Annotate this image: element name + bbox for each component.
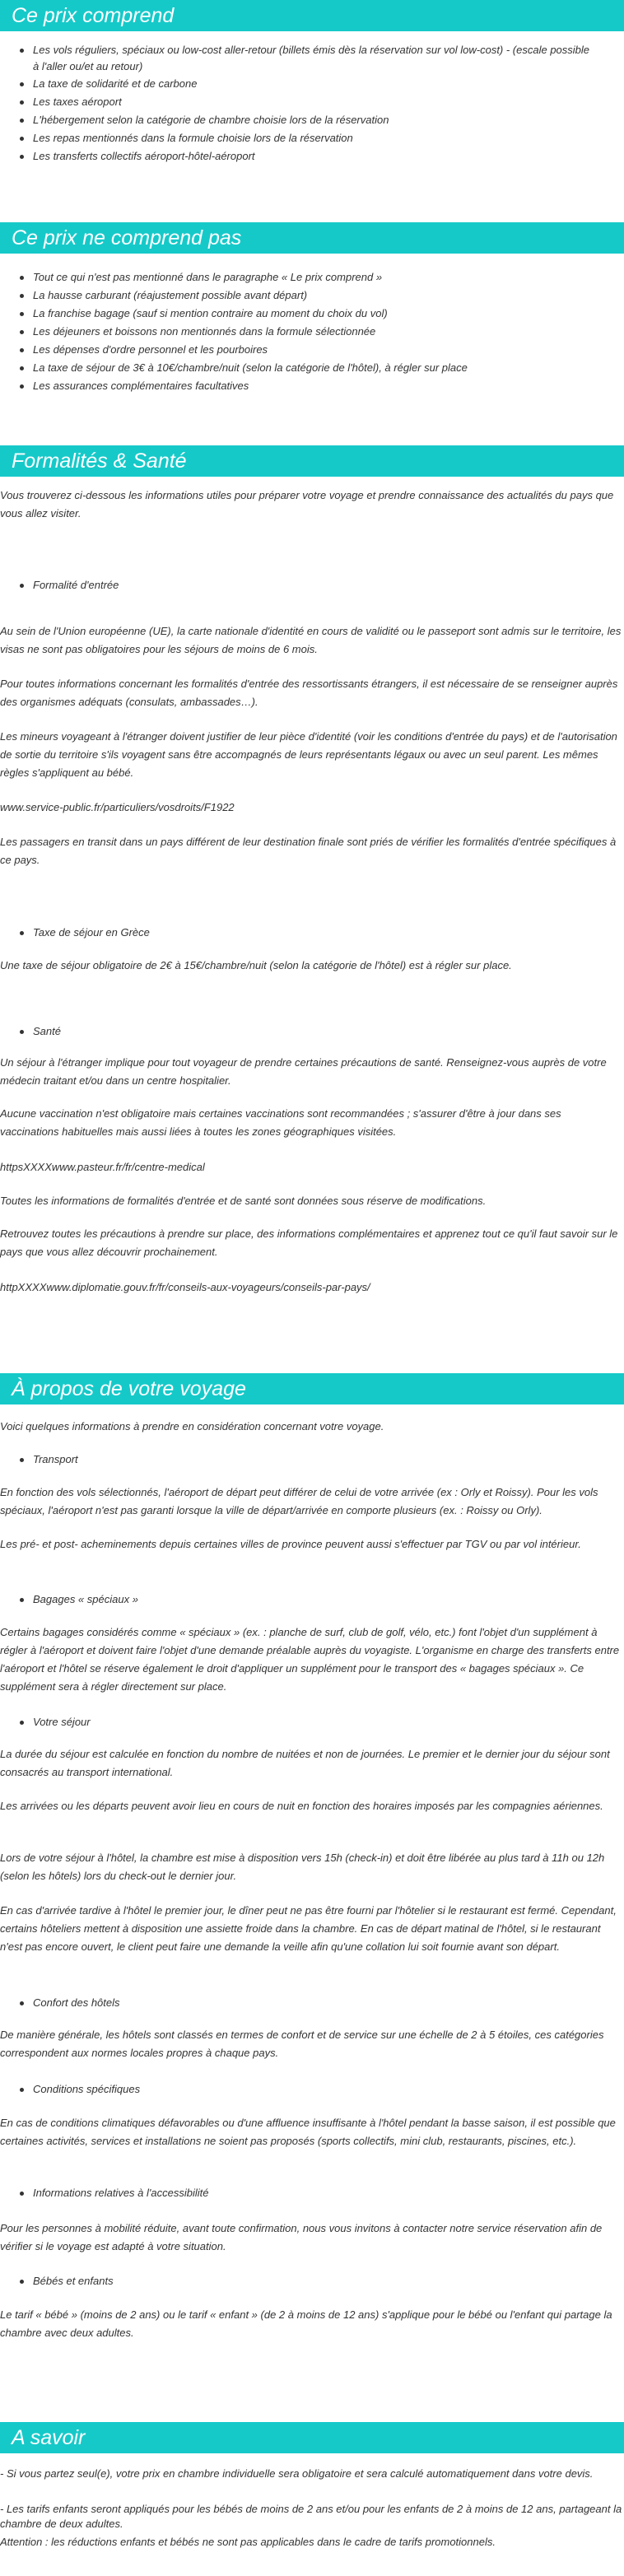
conditions-heading — [20, 2080, 596, 2099]
list-item: Informations relatives à l'accessibilité — [20, 2184, 596, 2202]
sante-heading — [20, 1022, 596, 1041]
bebes-heading — [20, 2272, 596, 2290]
list-item: Les taxes aéroport — [20, 93, 596, 111]
list-item: La taxe de séjour de 3€ à 10€/chambre/nuit (selon la catégorie de l'hôtel), à régler sur place — [20, 359, 596, 377]
diplomatie-link[interactable]: httpXXXXwww.diplomatie.gouv.fr/fr/conseils-aux-voyageurs/conseils-par-pays/ — [0, 1281, 370, 1293]
list-item: L'hébergement selon la catégorie de chambre choisie lors de la réservation — [20, 111, 596, 129]
list-item: Taxe de séjour en Grèce — [20, 924, 596, 942]
a-savoir-line-1: - Si vous partez seul(e), votre prix en chambre individuelle sera obligatoire et sera calculé automatiquement dans votre devis. — [0, 2467, 594, 2480]
transport-heading — [20, 1451, 596, 1469]
prix-comprend-list — [20, 42, 596, 165]
list-item: Les vols réguliers, spéciaux ou low-cost aller-retour (billets émis dès la réservation sur vol low-cost) - (escale possible à l'aller ou/et au retour) — [20, 42, 596, 75]
service-public-link[interactable]: www.service-public.fr/particuliers/vosdroits/F1922 — [0, 801, 235, 813]
list-item: Les repas mentionnés dans la formule choisie lors de la réservation — [20, 129, 596, 147]
accessibilite-paragraph: Pour les personnes à mobilité réduite, avant toute confirmation, nous vous invitons à contacter notre service réservation afin de vérifier si le voyage est adapté à votre situation. — [0, 2222, 603, 2252]
sejour-paragraph-4: En cas d'arrivée tardive à l'hôtel le premier jour, le dîner peut ne pas être fourni par l'hôtelier si le restaurant est fermé. Cependant, certains hôteliers mettent à disposition une assiette froide dans la chambre. En cas de départ matinal de l'hôtel, si le restaurant n'est pas encore ouvert, le client peut faire une demande la veille afin qu'une collation lui soit fournie avant son départ. — [0, 1904, 617, 1953]
section-title-a-propos: À propos de votre voyage — [0, 1373, 624, 1404]
accessibilite-heading — [20, 2184, 596, 2202]
list-item: Formalité d'entrée — [20, 576, 596, 594]
taxe-sejour-paragraph: Une taxe de séjour obligatoire de 2€ à 15€/chambre/nuit (selon la catégorie de l'hôtel) est à régler sur place. — [0, 959, 512, 971]
bagages-heading — [20, 1591, 596, 1609]
sante-paragraph-1: Un séjour à l'étranger implique pour tout voyageur de prendre certaines précautions de santé. Renseignez-vous auprès de votre médecin traitant et/ou dans un centre hospitalier. — [0, 1056, 607, 1087]
conditions-paragraph: En cas de conditions climatiques défavorables ou d'une affluence insuffisante à l'hôtel pendant la basse saison, il est possible que certaines activités, services et installations ne soient pas proposés (sports collectifs, mini club, restaurants, piscines, etc.). — [0, 2117, 616, 2147]
formalites-intro: Vous trouverez ci-dessous les informations utiles pour préparer votre voyage et prendre connaissance des actualités du pays que vous allez visiter. — [0, 489, 614, 519]
list-item: La franchise bagage (sauf si mention contraire au moment du choix du vol) — [20, 305, 596, 323]
section-title-formalites-sante: Formalités & Santé — [0, 445, 624, 477]
sejour-paragraph-2: Les arrivées ou les départs peuvent avoir lieu en cours de nuit en fonction des horaires imposés par les compagnies aériennes. — [0, 1800, 603, 1812]
a-savoir-line-3: Attention : les réductions enfants et bébés ne sont pas applicables dans le cadre de tarifs promotionnels. — [0, 2536, 496, 2548]
formalite-entree-heading — [20, 576, 596, 594]
bagages-paragraph: Certains bagages considérés comme « spéciaux » (ex. : planche de surf, club de golf, vélo, etc.) font l'objet d'un supplément à régler à l'aéroport et doivent faire l'objet d'une demande préalable auprès du voyagiste. L'organisme en charge des transferts entre l'aéroport et l'hôtel se réserve également le droit d'appliquer un supplément pour le transport des « bagages spéciaux ». Ce supplément sera à régler directement sur place. — [0, 1626, 620, 1693]
confort-heading — [20, 1994, 596, 2012]
list-item: Les déjeuners et boissons non mentionnés dans la formule sélectionnée — [20, 323, 596, 341]
transport-paragraph-1: En fonction des vols sélectionnés, l'aéroport de départ peut différer de celui de votre arrivée (ex : Orly et Roissy). Pour les vols spéciaux, l'aéroport n'est pas garanti lorsque la ville de départ/arrivée en comporte plusieurs (ex. : Roissy ou Orly). — [0, 1486, 598, 1516]
entree-paragraph-2: Pour toutes informations concernant les formalités d'entrée des ressortissants étrangers, il est nécessaire de se renseigner auprès des organismes adéquats (consulats, ambassades…). — [0, 678, 618, 708]
pasteur-link[interactable]: httpsXXXXwww.pasteur.fr/fr/centre-medical — [0, 1161, 205, 1173]
entree-paragraph-3: Les mineurs voyageant à l'étranger doivent justifier de leur pièce d'identité (voir les conditions d'entrée du pays) et de l'autorisation de sortie du territoire s'ils voyagent sans être accompagnés de leurs représentants légaux ou avec un seul parent. Les mêmes règles s'appliquent au bébé. — [0, 730, 617, 779]
list-item: Bébés et enfants — [20, 2272, 596, 2290]
list-item: Santé — [20, 1022, 596, 1041]
sante-paragraph-3: Toutes les informations de formalités d'entrée et de santé sont données sous réserve de modifications. — [0, 1195, 487, 1207]
a-propos-intro: Voici quelques informations à prendre en considération concernant votre voyage. — [0, 1420, 384, 1432]
sejour-paragraph-3: Lors de votre séjour à l'hôtel, la chambre est mise à disposition vers 15h (check-in) et doit être libérée au plus tard à 11h ou 12h (selon les hôtels) lors du check-out le dernier jour. — [0, 1852, 605, 1882]
list-item: La taxe de solidarité et de carbone — [20, 75, 596, 93]
list-item: Les assurances complémentaires facultatives — [20, 377, 596, 395]
prix-ne-comprend-list — [20, 268, 596, 395]
section-title-prix-ne-comprend: Ce prix ne comprend pas — [0, 222, 624, 254]
sante-paragraph-4: Retrouvez toutes les précautions à prendre sur place, des informations complémentaires et apprenez tout ce qu'il faut savoir sur le pays que vous allez découvrir prochainement. — [0, 1227, 618, 1258]
list-item: Les transferts collectifs aéroport-hôtel-aéroport — [20, 147, 596, 165]
transport-paragraph-2: Les pré- et post- acheminements depuis certaines villes de province peuvent aussi s'effectuer par TGV ou par vol intérieur. — [0, 1538, 581, 1550]
confort-paragraph: De manière générale, les hôtels sont classés en termes de confort et de service sur une échelle de 2 à 5 étoiles, ces catégories correspondent aux normes locales propres à chaque pays. — [0, 2029, 604, 2059]
sante-paragraph-2: Aucune vaccination n'est obligatoire mais certaines vaccinations sont recommandées ; s'assurer d'être à jour dans ses vaccinations habituelles mais aussi liées à toutes les zones géographiques visitées. — [0, 1107, 561, 1138]
section-title-prix-comprend: Ce prix comprend — [0, 0, 624, 31]
section-title-a-savoir: A savoir — [0, 2422, 624, 2453]
bebes-paragraph: Le tarif « bébé » (moins de 2 ans) ou le tarif « enfant » (de 2 à moins de 12 ans) s'applique pour le bébé ou l'enfant qui partage la chambre avec deux adultes. — [0, 2308, 612, 2339]
list-item: Conditions spécifiques — [20, 2080, 596, 2099]
a-savoir-line-2: - Les tarifs enfants seront appliqués pour les bébés de moins de 2 ans et/ou pour les enfants de 2 à moins de 12 ans, partageant la chambre de deux adultes. — [0, 2503, 622, 2530]
list-item: Transport — [20, 1451, 596, 1469]
sejour-paragraph-1: La durée du séjour est calculée en fonction du nombre de nuitées et non de journées. Le premier et le dernier jour du séjour sont consacrés au transport international. — [0, 1748, 610, 1778]
list-item: Tout ce qui n'est pas mentionné dans le paragraphe « Le prix comprend » — [20, 268, 596, 286]
entree-paragraph-4: Les passagers en transit dans un pays différent de leur destination finale sont priés de vérifier les formalités d'entrée spécifiques à ce pays. — [0, 836, 617, 866]
list-item: Les dépenses d'ordre personnel et les pourboires — [20, 341, 596, 359]
taxe-sejour-heading — [20, 924, 596, 942]
list-item: Bagages « spéciaux » — [20, 1591, 596, 1609]
votre-sejour-heading — [20, 1713, 596, 1731]
list-item: Votre séjour — [20, 1713, 596, 1731]
entree-paragraph-1: Au sein de l'Union européenne (UE), la carte nationale d'identité en cours de validité ou le passeport sont admis sur le territoire, les visas ne sont pas obligatoires pour les séjours de moins de 6 mois. — [0, 625, 622, 655]
list-item: La hausse carburant (réajustement possible avant départ) — [20, 286, 596, 305]
list-item: Confort des hôtels — [20, 1994, 596, 2012]
